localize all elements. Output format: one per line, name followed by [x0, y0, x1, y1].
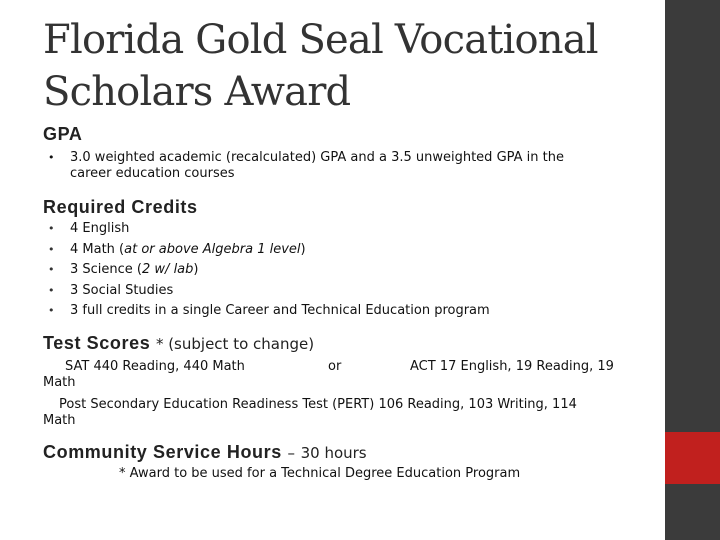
- scores-heading-label: Test Scores: [43, 333, 151, 353]
- award-footnote: * Award to be used for a Technical Degree Education Program: [119, 466, 521, 481]
- credit-text: 3 Social Studies: [70, 282, 174, 298]
- pert-scores: Post Secondary Education Readiness Test (PERT) 106 Reading, 103 Writing, 114: [59, 397, 577, 412]
- pert-scores-wrap: Math: [43, 413, 76, 428]
- credit-item-science: [48, 260, 490, 281]
- service-heading: [43, 442, 367, 463]
- credits-list: [48, 219, 490, 322]
- credit-note: at or above Algebra 1 level: [124, 241, 301, 257]
- service-dash: –: [287, 444, 295, 462]
- credit-text: 3 full credits in a single Career and Technical Education program: [70, 303, 490, 318]
- bullet-dot: •: [48, 151, 55, 164]
- scores-heading: [43, 333, 314, 354]
- gpa-text-line-1: 3.0 weighted academic (recalculated) GPA and a 3.5 unweighted GPA in the: [70, 150, 564, 165]
- sat-scores: SAT 440 Reading, 440 Math: [65, 359, 245, 374]
- act-scores: ACT 17 English, 19 Reading, 19: [410, 359, 614, 374]
- credits-heading: Required Credits: [43, 197, 198, 217]
- credit-tail: ): [193, 262, 199, 277]
- scores-note: * (subject to change): [155, 335, 315, 353]
- credit-item-english: [48, 219, 490, 240]
- slide-title: [43, 14, 653, 118]
- gpa-heading: GPA: [43, 124, 83, 144]
- title-line-1: Florida Gold Seal Vocational: [43, 17, 598, 63]
- act-scores-wrap: Math: [43, 375, 76, 390]
- credit-tail: ): [300, 241, 306, 257]
- service-hours: 30 hours: [300, 444, 367, 462]
- credit-text: 3 Science (: [70, 262, 143, 277]
- credit-item-social-studies: [48, 281, 490, 302]
- or-separator: or: [328, 359, 342, 374]
- credit-text: 4 Math (: [70, 241, 125, 257]
- gpa-text-line-2: career education courses: [70, 166, 235, 181]
- title-line-2: Scholars Award: [43, 69, 351, 115]
- side-accent-block: [665, 432, 720, 484]
- credit-item-cte: [48, 301, 490, 322]
- credit-text: 4 English: [70, 221, 130, 236]
- credit-note: 2 w/ lab: [142, 262, 194, 277]
- credit-item-math: [48, 240, 490, 261]
- service-heading-label: Community Service Hours: [43, 442, 282, 462]
